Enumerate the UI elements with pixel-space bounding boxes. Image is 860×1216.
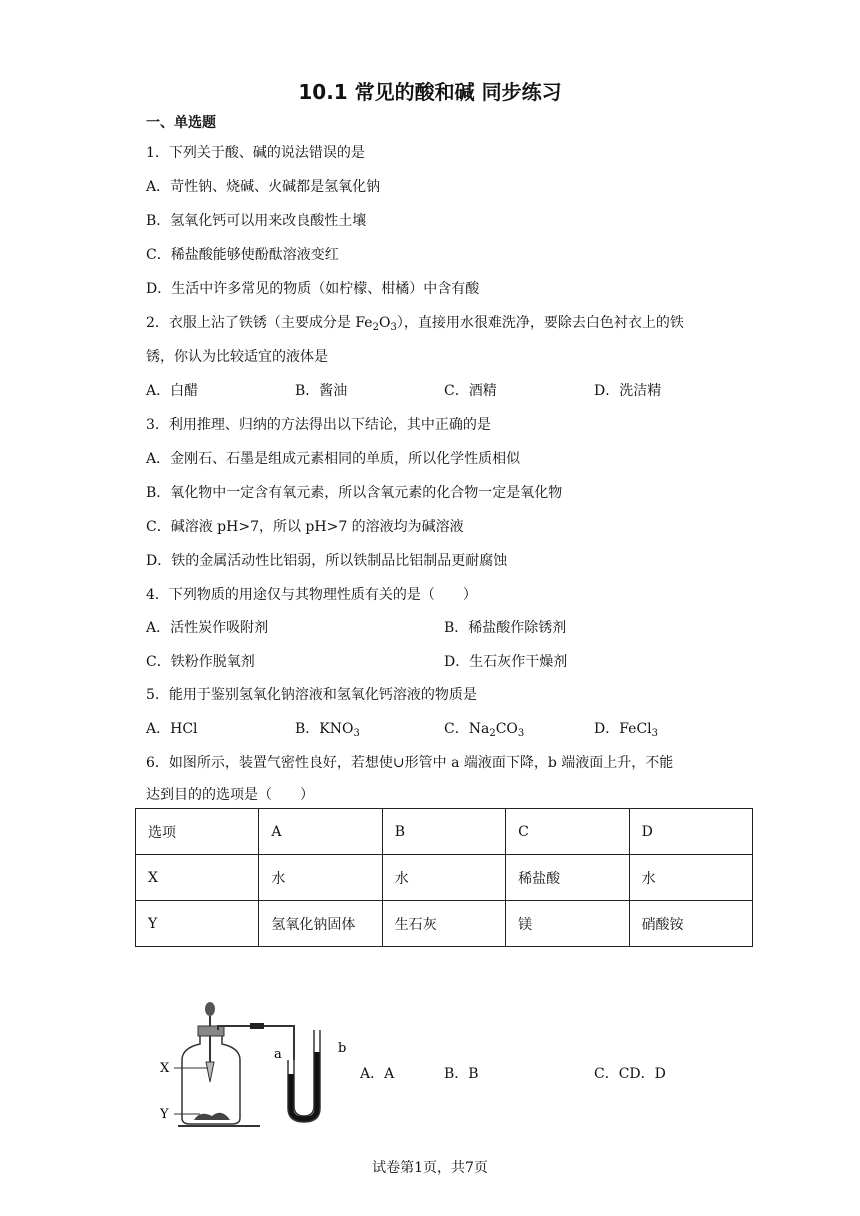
table-cell: X — [136, 855, 259, 901]
dropper-bulb — [205, 1002, 215, 1016]
q4-option-d: D．生石灰作干燥剂 — [444, 654, 568, 670]
table-cell: 生石灰 — [382, 901, 505, 947]
funnel-tip — [206, 1062, 214, 1082]
q1-option-b: B．氢氧化钙可以用来改良酸性土壤 — [146, 213, 367, 229]
q2-stem: 2．衣服上沾了铁锈（主要成分是 $Fe_2O_3$），直接用水很难洗净，要除去白色衬衣上的铁 — [146, 315, 684, 333]
rubber-connector — [250, 1023, 264, 1029]
label-y: Y — [160, 1107, 169, 1122]
q6-option-a: A．A — [360, 1066, 395, 1082]
table-cell: 水 — [629, 855, 752, 901]
table-cell: Y — [136, 901, 259, 947]
q1-option-c: C．稀盐酸能够使酚酞溶液变红 — [146, 247, 339, 263]
q5-option-a: A．HCl — [146, 721, 198, 737]
table-row — [136, 855, 753, 901]
q3-option-b: B．氧化物中一定含有氧元素，所以含氧元素的化合物一定是氧化物 — [146, 485, 563, 501]
q6-stem-continued: 达到目的的选项是（ ） — [146, 787, 314, 803]
stopper — [198, 1026, 224, 1036]
table-cell: 水 — [259, 855, 382, 901]
q3-stem: 3．利用推理、归纳的方法得出以下结论，其中正确的是 — [146, 417, 491, 433]
q3-option-c: C．碱溶液 pH>7，所以 pH>7 的溶液均为碱溶液 — [146, 519, 464, 535]
table-cell: 硝酸铵 — [629, 901, 752, 947]
apparatus-diagram — [160, 1000, 360, 1128]
table-cell: 稀盐酸 — [506, 855, 629, 901]
q1-stem: 1．下列关于酸、碱的说法错误的是 — [146, 145, 365, 161]
q6-option-cd: C．CD．D — [594, 1066, 666, 1082]
q5-stem: 5．能用于鉴别氢氧化钠溶液和氢氧化钙溶液的物质是 — [146, 687, 477, 703]
label-x: X — [160, 1061, 170, 1076]
q3-option-a: A．金刚石、石墨是组成元素相同的单质，所以化学性质相似 — [146, 451, 521, 467]
page-footer: 试卷第1页，共7页 — [372, 1160, 488, 1176]
label-b: b — [338, 1041, 347, 1056]
q2-stem-continued: 锈，你认为比较适宜的液体是 — [146, 349, 328, 365]
table-cell: 氢氧化钠固体 — [259, 901, 382, 947]
table-cell: 镁 — [506, 901, 629, 947]
q4-option-c: C．铁粉作脱氧剂 — [146, 654, 255, 670]
table-cell: A — [259, 809, 382, 855]
q5-option-b: B．$KNO_3$ — [295, 721, 360, 739]
q4-option-b: B．稀盐酸作除锈剂 — [444, 620, 567, 636]
q1-option-d: D．生活中许多常见的物质（如柠檬、柑橘）中含有酸 — [146, 281, 480, 297]
table-cell: D — [629, 809, 752, 855]
q6-stem: 6．如图所示，装置气密性良好，若想使∪形管中 a 端液面下降，b 端液面上升，不能 — [146, 755, 674, 771]
label-a: a — [274, 1047, 282, 1062]
section-heading: 一、单选题 — [146, 115, 216, 131]
q2-option-a: A．白醋 — [146, 383, 199, 399]
q1-option-a: A．苛性钠、烧碱、火碱都是氢氧化钠 — [146, 179, 381, 195]
table-cell: 水 — [382, 855, 505, 901]
q2-option-d: D．洗洁精 — [594, 383, 662, 399]
table-cell: B — [382, 809, 505, 855]
q5-option-d: D．FeCl$_3$ — [594, 721, 659, 739]
table-cell: 选项 — [136, 809, 259, 855]
q2-option-c: C．酒精 — [444, 383, 497, 399]
q4-option-a: A．活性炭作吸附剂 — [146, 620, 269, 636]
table-cell: C — [506, 809, 629, 855]
q6-options-table — [135, 808, 753, 947]
table-row — [136, 901, 753, 947]
q5-option-c: C．$Na_2CO_3$ — [444, 721, 525, 739]
table-row — [136, 809, 753, 855]
q2-option-b: B．酱油 — [295, 383, 348, 399]
page-title: 10.1 常见的酸和碱 同步练习 — [298, 80, 562, 104]
q3-option-d: D．铁的金属活动性比铝弱，所以铁制品比铝制品更耐腐蚀 — [146, 553, 508, 569]
q4-stem: 4．下列物质的用途仅与其物理性质有关的是（ ） — [146, 587, 477, 603]
q6-option-b: B．B — [444, 1066, 479, 1082]
